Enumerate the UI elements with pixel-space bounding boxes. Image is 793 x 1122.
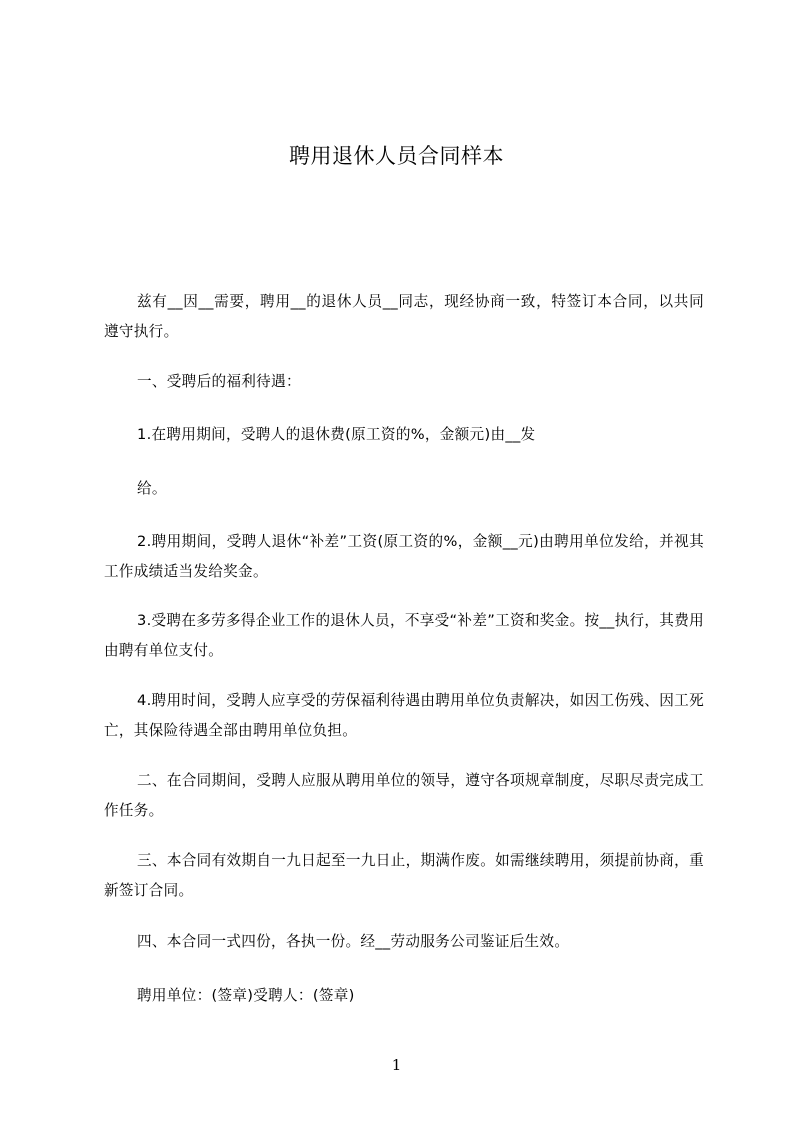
section-1-heading: 一、受聘后的福利待遇： [137,373,301,390]
section-4-paragraph: 四、本合同一式四份，各执一份。经__劳动服务公司鉴证后生效。 [137,933,570,950]
document-title: 聘用退休人员合同样本 [289,144,504,168]
item-4-paragraph: 4.聘用时间，受聘人应享受的劳保福利待遇由聘用单位负责解决，如因工伤残、因工死亡，其保险待遇全部由聘用单位负担。 [104,692,704,739]
item-1-line-1: 1.在聘用期间，受聘人的退休费(原工资的%，金额元)由__发 [137,426,536,443]
item-1-line-2: 给。 [137,480,167,497]
item-3-paragraph: 3.受聘在多劳多得企业工作的退休人员，不享受“补差”工资和奖金。按__执行，其费用由聘有单位支付。 [104,612,704,659]
item-2-paragraph: 2.聘用期间，受聘人退休“补差”工资(原工资的%，金额__元)由聘用单位发给，并视其工作成绩适当发给奖金。 [104,533,704,580]
section-2-paragraph: 二、在合同期间，受聘人应服从聘用单位的领导，遵守各项规章制度，尽职尽责完成工作任务。 [104,772,704,819]
section-3-paragraph: 三、本合同有效期自一九日起至一九日止，期满作废。如需继续聘用，须提前协商，重新签订合同。 [104,852,704,899]
intro-paragraph: 兹有__因__需要，聘用__的退休人员__同志，现经协商一致，特签订本合同，以共同遵守执行。 [104,293,704,340]
signature-line: 聘用单位：(签章)受聘人：(签章) [137,987,355,1004]
page-number: 1 [391,1056,402,1074]
